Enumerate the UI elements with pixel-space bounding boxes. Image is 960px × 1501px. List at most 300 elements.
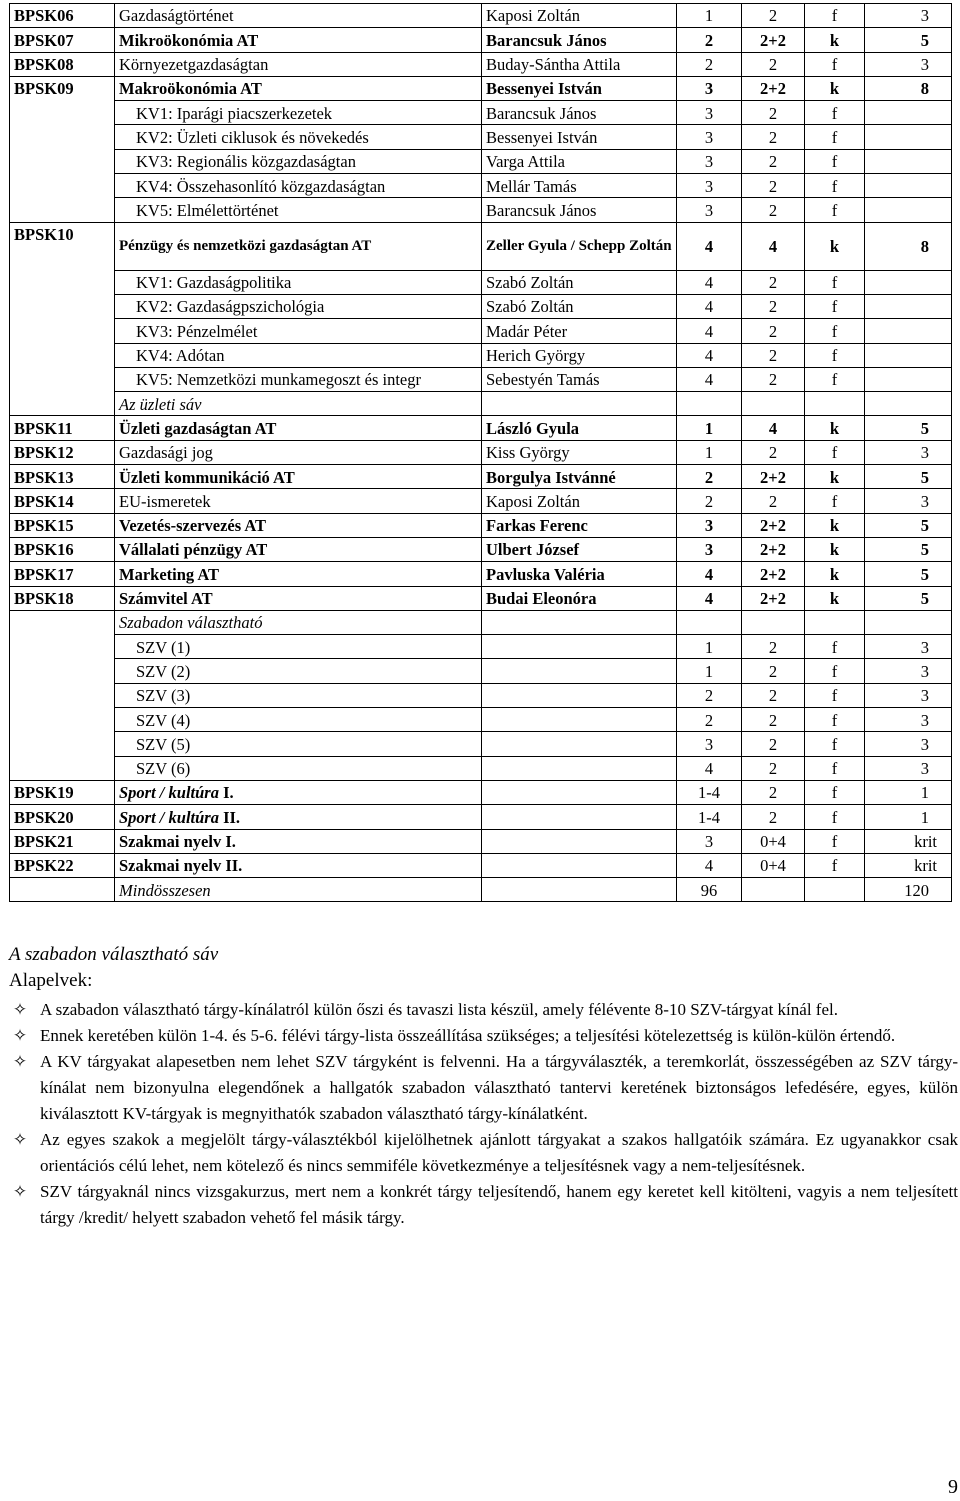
course-exam-type: f: [805, 101, 865, 125]
course-exam-type: f: [805, 708, 865, 732]
course-weekly-hours: [742, 392, 805, 416]
course-code: BPSK11: [10, 416, 115, 440]
course-weekly-hours: 2: [742, 489, 805, 513]
sparkle-bullet-icon: ✧: [12, 1130, 28, 1150]
course-name-suffix: II.: [218, 807, 241, 827]
course-credits: 5: [865, 513, 952, 537]
course-code: [10, 125, 115, 149]
table-row: [10, 222, 952, 270]
course-name: KV2: Gazdaságpszichológia: [115, 294, 482, 318]
principles-list: [9, 997, 958, 1231]
course-weekly-hours: 2: [742, 708, 805, 732]
course-semester: 4: [677, 562, 742, 586]
course-exam-type: f: [805, 343, 865, 367]
course-credits: 5: [865, 416, 952, 440]
course-exam-type: f: [805, 4, 865, 28]
course-name: SZV (6): [115, 756, 482, 780]
course-teacher: Barancsuk János: [482, 101, 677, 125]
course-teacher: Ulbert József: [482, 537, 677, 561]
course-exam-type: f: [805, 635, 865, 659]
course-weekly-hours: 2+2: [742, 28, 805, 52]
course-teacher: Bessenyei István: [482, 125, 677, 149]
course-weekly-hours: 2: [742, 635, 805, 659]
table-row: [10, 829, 952, 853]
principle-text: A szabadon választható tárgy-kínálatról külön őszi és tavaszi lista készül, amely félévente 8-10 SZV-tárgyat kínál fel.: [40, 1000, 838, 1019]
course-name: KV1: Iparági piacszerkezetek: [115, 101, 482, 125]
principle-text: A KV tárgyakat alapesetben nem lehet SZV tárgyként is felvenni. Ha a tárgyválaszték, a teremkorlát, összességében az SZV tárgy-kínálat nem bizonyulna elegendőnek a hallgatók szabadon választható tantervi keretének biztonságos lefedésére, egyes, külön kiválasztott KV-tárgyak is megnyithatók szabadon választható tárgy-kínálatként.: [40, 1052, 958, 1123]
table-row: [10, 294, 952, 318]
course-weekly-hours: 2: [742, 52, 805, 76]
course-exam-type: f: [805, 319, 865, 343]
course-exam-type: f: [805, 440, 865, 464]
course-code: [10, 343, 115, 367]
course-semester: 3: [677, 174, 742, 198]
course-name: SZV (2): [115, 659, 482, 683]
principle-text: SZV tárgyaknál nincs vizsgakurzus, mert nem a konkrét tárgy teljesítendő, hanem egy keretet kell kitölteni, vagyis a nem teljesített tárgy /kredit/ helyett szabadon vehető fel másik tárgy.: [40, 1182, 958, 1227]
course-name: KV2: Üzleti ciklusok és növekedés: [115, 125, 482, 149]
table-row: [10, 4, 952, 28]
course-code: BPSK12: [10, 440, 115, 464]
course-exam-type: f: [805, 367, 865, 391]
course-code: BPSK10: [10, 222, 115, 270]
course-weekly-hours: 2: [742, 101, 805, 125]
course-code: BPSK13: [10, 465, 115, 489]
course-credits: 3: [865, 52, 952, 76]
course-name: Makroökonómia AT: [115, 76, 482, 100]
course-name: SZV (4): [115, 708, 482, 732]
course-exam-type: f: [805, 52, 865, 76]
course-credits: 3: [865, 4, 952, 28]
course-credits: 3: [865, 489, 952, 513]
course-credits: [865, 319, 952, 343]
course-name: [115, 805, 482, 829]
course-semester: 3: [677, 829, 742, 853]
course-credits: 5: [865, 28, 952, 52]
course-semester: 3: [677, 125, 742, 149]
course-name: Szabadon választható: [115, 610, 482, 634]
course-credits: [865, 174, 952, 198]
course-name: Vállalati pénzügy AT: [115, 537, 482, 561]
course-teacher: Borgulya Istvánné: [482, 465, 677, 489]
course-code: [10, 392, 115, 416]
course-name-italic-part: Sport / kultúra: [119, 783, 219, 803]
course-credits: [865, 294, 952, 318]
course-weekly-hours: 2: [742, 756, 805, 780]
course-code: BPSK17: [10, 562, 115, 586]
course-teacher: [482, 708, 677, 732]
table-row: [10, 440, 952, 464]
course-name: EU-ismeretek: [115, 489, 482, 513]
course-credits: 3: [865, 732, 952, 756]
course-exam-type: f: [805, 174, 865, 198]
course-name: KV1: Gazdaságpolitika: [115, 270, 482, 294]
course-code: BPSK09: [10, 76, 115, 100]
course-weekly-hours: 2: [742, 270, 805, 294]
course-semester: 4: [677, 756, 742, 780]
course-semester: 1: [677, 4, 742, 28]
course-teacher: Kaposi Zoltán: [482, 4, 677, 28]
course-teacher: [482, 732, 677, 756]
course-credits: 3: [865, 683, 952, 707]
course-exam-type: f: [805, 270, 865, 294]
course-teacher: [482, 659, 677, 683]
course-semester: [677, 610, 742, 634]
course-credits: 120: [865, 878, 952, 902]
course-credits: 8: [865, 76, 952, 100]
table-row: [10, 270, 952, 294]
course-credits: 5: [865, 465, 952, 489]
table-row: [10, 780, 952, 804]
course-name: Szakmai nyelv II.: [115, 853, 482, 877]
course-name: Számvitel AT: [115, 586, 482, 610]
principle-text: Az egyes szakok a megjelölt tárgy-választékból kijelölhetnek ajánlott tárgyakat a szakos hallgatóik számára. Ez ugyanakkor csak orientációs célú lehet, nem kötelező és nincs semmiféle következménye a teljesítésnek vagy a nem-teljesítésnek.: [40, 1130, 958, 1175]
course-credits: [865, 198, 952, 222]
table-row: [10, 76, 952, 100]
course-code: BPSK20: [10, 805, 115, 829]
course-semester: 1: [677, 440, 742, 464]
course-weekly-hours: 2: [742, 294, 805, 318]
course-exam-type: f: [805, 829, 865, 853]
course-name-italic-part: Sport / kultúra: [119, 807, 219, 827]
course-weekly-hours: 2: [742, 659, 805, 683]
course-code: BPSK18: [10, 586, 115, 610]
course-exam-type: f: [805, 294, 865, 318]
course-teacher: [482, 392, 677, 416]
course-semester: 3: [677, 76, 742, 100]
course-credits: krit: [865, 829, 952, 853]
course-teacher: [482, 829, 677, 853]
table-row: [10, 489, 952, 513]
course-code: BPSK08: [10, 52, 115, 76]
course-teacher: [482, 635, 677, 659]
table-row: [10, 683, 952, 707]
course-credits: [865, 392, 952, 416]
course-exam-type: [805, 878, 865, 902]
course-semester: 4: [677, 367, 742, 391]
course-code: [10, 732, 115, 756]
course-semester: 3: [677, 149, 742, 173]
course-name: Üzleti kommunikáció AT: [115, 465, 482, 489]
course-code: [10, 610, 115, 634]
course-code: BPSK15: [10, 513, 115, 537]
table-row: [10, 562, 952, 586]
course-credits: 3: [865, 708, 952, 732]
table-row: [10, 198, 952, 222]
course-semester: [677, 392, 742, 416]
course-weekly-hours: 2+2: [742, 562, 805, 586]
table-row: [10, 805, 952, 829]
course-teacher: Szabó Zoltán: [482, 294, 677, 318]
table-row: [10, 610, 952, 634]
course-semester: 3: [677, 732, 742, 756]
course-weekly-hours: 2: [742, 4, 805, 28]
course-semester: 4: [677, 853, 742, 877]
course-teacher: Sebestyén Tamás: [482, 367, 677, 391]
course-exam-type: k: [805, 28, 865, 52]
course-weekly-hours: 2+2: [742, 537, 805, 561]
course-teacher: [482, 610, 677, 634]
principle-item: [9, 1049, 958, 1127]
course-exam-type: f: [805, 125, 865, 149]
course-teacher: Kiss György: [482, 440, 677, 464]
course-name: Gazdasági jog: [115, 440, 482, 464]
course-semester: 1: [677, 416, 742, 440]
course-code: [10, 174, 115, 198]
course-teacher: Madár Péter: [482, 319, 677, 343]
course-exam-type: [805, 392, 865, 416]
table-row: [10, 708, 952, 732]
course-name: Szakmai nyelv I.: [115, 829, 482, 853]
course-code: [10, 683, 115, 707]
course-exam-type: f: [805, 805, 865, 829]
course-credits: krit: [865, 853, 952, 877]
course-code: BPSK14: [10, 489, 115, 513]
table-row: [10, 52, 952, 76]
course-weekly-hours: 2: [742, 440, 805, 464]
free-band-title: A szabadon választható sáv: [9, 944, 219, 965]
course-teacher: [482, 878, 677, 902]
course-teacher: Buday-Sántha Attila: [482, 52, 677, 76]
course-code: [10, 294, 115, 318]
course-exam-type: f: [805, 756, 865, 780]
course-teacher: Barancsuk János: [482, 198, 677, 222]
course-weekly-hours: 4: [742, 222, 805, 270]
course-teacher: [482, 683, 677, 707]
course-exam-type: f: [805, 780, 865, 804]
course-name: KV3: Pénzelmélet: [115, 319, 482, 343]
course-semester: 4: [677, 222, 742, 270]
table-row: [10, 586, 952, 610]
course-teacher: [482, 756, 677, 780]
table-row: [10, 343, 952, 367]
course-weekly-hours: 2+2: [742, 465, 805, 489]
course-weekly-hours: 0+4: [742, 853, 805, 877]
course-semester: 96: [677, 878, 742, 902]
course-name: Pénzügy és nemzetközi gazdaságtan AT: [115, 222, 482, 270]
principle-item: [9, 1179, 958, 1231]
course-exam-type: k: [805, 222, 865, 270]
table-row: [10, 756, 952, 780]
course-code: BPSK16: [10, 537, 115, 561]
course-exam-type: k: [805, 562, 865, 586]
course-semester: 2: [677, 28, 742, 52]
course-name: KV4: Összehasonlító közgazdaságtan: [115, 174, 482, 198]
course-semester: 2: [677, 465, 742, 489]
table-row: [10, 149, 952, 173]
course-name: [115, 780, 482, 804]
course-name: SZV (5): [115, 732, 482, 756]
course-semester: 2: [677, 683, 742, 707]
course-code: [10, 708, 115, 732]
table-row: [10, 392, 952, 416]
course-exam-type: k: [805, 537, 865, 561]
sparkle-bullet-icon: ✧: [12, 1052, 28, 1072]
table-row: [10, 659, 952, 683]
course-name: SZV (3): [115, 683, 482, 707]
course-name: Vezetés-szervezés AT: [115, 513, 482, 537]
course-semester: 2: [677, 708, 742, 732]
course-teacher: [482, 780, 677, 804]
course-credits: [865, 610, 952, 634]
course-exam-type: k: [805, 586, 865, 610]
course-semester: 4: [677, 343, 742, 367]
course-credits: 1: [865, 780, 952, 804]
course-exam-type: f: [805, 198, 865, 222]
principle-item: [9, 997, 958, 1023]
table-row: [10, 416, 952, 440]
course-exam-type: k: [805, 513, 865, 537]
course-code: [10, 270, 115, 294]
course-teacher: László Gyula: [482, 416, 677, 440]
course-semester: 3: [677, 513, 742, 537]
course-code: [10, 878, 115, 902]
course-code: BPSK22: [10, 853, 115, 877]
course-semester: 4: [677, 586, 742, 610]
course-teacher: Zeller Gyula / Schepp Zoltán: [482, 222, 677, 270]
course-exam-type: k: [805, 465, 865, 489]
course-exam-type: k: [805, 76, 865, 100]
course-credits: [865, 101, 952, 125]
principles-heading: Alapelvek:: [9, 970, 93, 991]
course-semester: 4: [677, 319, 742, 343]
table-row: [10, 878, 952, 902]
course-name: KV5: Elmélettörténet: [115, 198, 482, 222]
course-name-suffix: I.: [218, 783, 234, 803]
table-row: [10, 465, 952, 489]
principle-item: [9, 1023, 958, 1049]
course-name: Gazdaságtörténet: [115, 4, 482, 28]
course-semester: 1-4: [677, 780, 742, 804]
course-exam-type: f: [805, 149, 865, 173]
course-weekly-hours: 2: [742, 805, 805, 829]
course-credits: 3: [865, 635, 952, 659]
table-row: [10, 319, 952, 343]
course-code: [10, 319, 115, 343]
course-weekly-hours: 0+4: [742, 829, 805, 853]
course-credits: 5: [865, 537, 952, 561]
table-row: [10, 537, 952, 561]
course-credits: 8: [865, 222, 952, 270]
course-code: [10, 149, 115, 173]
course-weekly-hours: 2: [742, 683, 805, 707]
course-weekly-hours: 2: [742, 149, 805, 173]
course-semester: 3: [677, 101, 742, 125]
course-weekly-hours: 2: [742, 780, 805, 804]
course-name: Környezetgazdaságtan: [115, 52, 482, 76]
course-exam-type: [805, 610, 865, 634]
course-teacher: Varga Attila: [482, 149, 677, 173]
course-teacher: Herich György: [482, 343, 677, 367]
course-weekly-hours: 2: [742, 125, 805, 149]
course-code: [10, 756, 115, 780]
course-code: [10, 659, 115, 683]
course-credits: [865, 270, 952, 294]
sparkle-bullet-icon: ✧: [12, 1182, 28, 1202]
table-row: [10, 101, 952, 125]
course-exam-type: f: [805, 683, 865, 707]
course-weekly-hours: 2+2: [742, 586, 805, 610]
course-semester: 1-4: [677, 805, 742, 829]
table-row: [10, 732, 952, 756]
principle-text: Ennek keretében külön 1-4. és 5-6. félévi tárgy-lista összeállítása szükséges; a teljesítési kötelezettség is külön-külön értendő.: [40, 1026, 896, 1045]
course-code: BPSK06: [10, 4, 115, 28]
course-credits: [865, 125, 952, 149]
course-code: BPSK21: [10, 829, 115, 853]
course-name: KV3: Regionális közgazdaságtan: [115, 149, 482, 173]
course-semester: 2: [677, 489, 742, 513]
course-exam-type: k: [805, 416, 865, 440]
course-weekly-hours: 2: [742, 367, 805, 391]
table-row: [10, 853, 952, 877]
page-number: 9: [948, 1476, 958, 1498]
course-credits: [865, 367, 952, 391]
course-exam-type: f: [805, 732, 865, 756]
course-weekly-hours: 2: [742, 198, 805, 222]
course-credits: [865, 343, 952, 367]
course-credits: [865, 149, 952, 173]
course-teacher: Mellár Tamás: [482, 174, 677, 198]
course-code: [10, 198, 115, 222]
table-row: [10, 174, 952, 198]
table-row: [10, 28, 952, 52]
course-weekly-hours: 2: [742, 732, 805, 756]
course-credits: 1: [865, 805, 952, 829]
course-semester: 3: [677, 537, 742, 561]
course-credits: 5: [865, 562, 952, 586]
course-name: Mindösszesen: [115, 878, 482, 902]
course-code: [10, 101, 115, 125]
course-code: [10, 635, 115, 659]
course-name: Az üzleti sáv: [115, 392, 482, 416]
table-row: [10, 125, 952, 149]
course-teacher: Kaposi Zoltán: [482, 489, 677, 513]
table-row: [10, 635, 952, 659]
course-weekly-hours: [742, 878, 805, 902]
course-credits: 3: [865, 756, 952, 780]
course-weekly-hours: [742, 610, 805, 634]
principle-item: [9, 1127, 958, 1179]
course-weekly-hours: 2: [742, 343, 805, 367]
course-teacher: [482, 853, 677, 877]
course-name: KV5: Nemzetközi munkamegoszt és integr: [115, 367, 482, 391]
course-credits: 3: [865, 440, 952, 464]
course-name: Marketing AT: [115, 562, 482, 586]
course-exam-type: f: [805, 853, 865, 877]
course-exam-type: f: [805, 659, 865, 683]
course-name: Üzleti gazdaságtan AT: [115, 416, 482, 440]
course-code: BPSK07: [10, 28, 115, 52]
course-semester: 4: [677, 294, 742, 318]
table-row: [10, 513, 952, 537]
course-weekly-hours: 2+2: [742, 76, 805, 100]
course-semester: 4: [677, 270, 742, 294]
sparkle-bullet-icon: ✧: [12, 1026, 28, 1046]
course-teacher: Budai Eleonóra: [482, 586, 677, 610]
course-weekly-hours: 2: [742, 319, 805, 343]
course-name: SZV (1): [115, 635, 482, 659]
course-teacher: Barancsuk János: [482, 28, 677, 52]
course-teacher: Bessenyei István: [482, 76, 677, 100]
course-teacher: Szabó Zoltán: [482, 270, 677, 294]
course-teacher: Pavluska Valéria: [482, 562, 677, 586]
course-code: [10, 367, 115, 391]
course-teacher: Farkas Ferenc: [482, 513, 677, 537]
course-exam-type: f: [805, 489, 865, 513]
table-row: [10, 367, 952, 391]
course-weekly-hours: 2+2: [742, 513, 805, 537]
course-weekly-hours: 4: [742, 416, 805, 440]
course-semester: 2: [677, 52, 742, 76]
